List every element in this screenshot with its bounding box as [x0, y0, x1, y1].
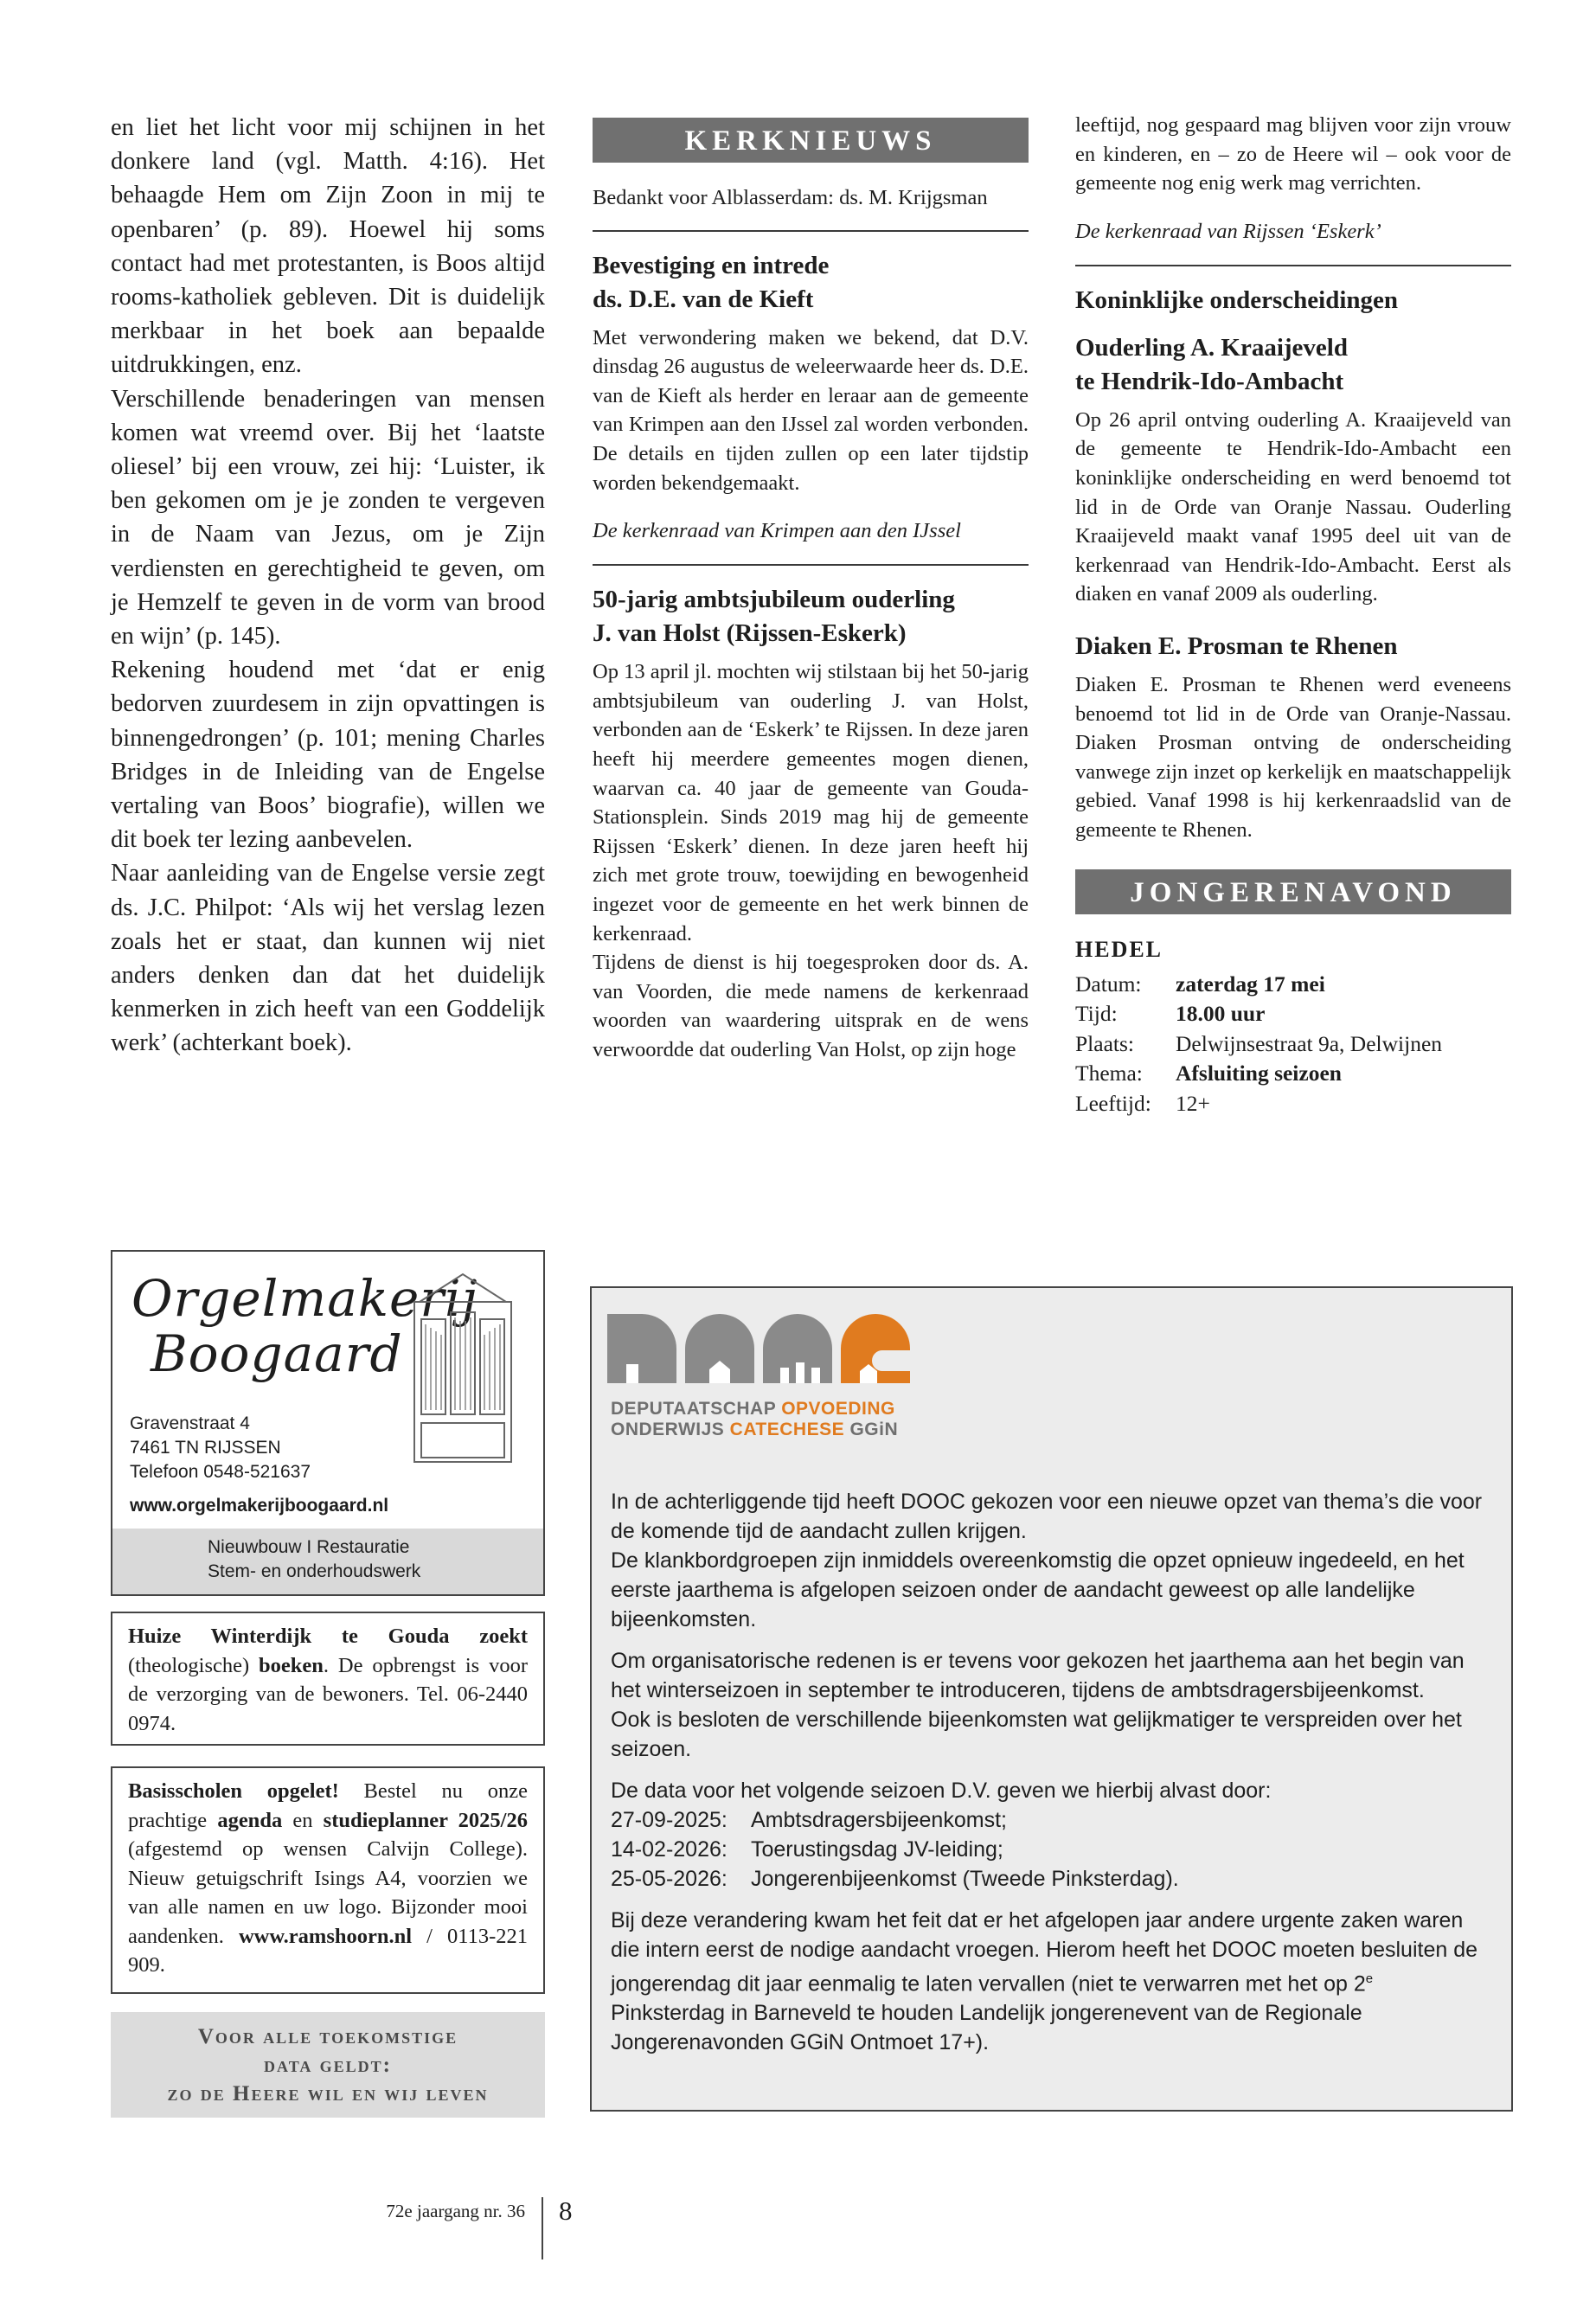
org-word: DEPUTAATSCHAP: [611, 1399, 776, 1419]
divider: [593, 564, 1029, 566]
footer-divider: [542, 2197, 543, 2259]
dooc-paragraph: [611, 1906, 1493, 2057]
ad-text-part: Bestel nu onze prachtige: [128, 1779, 528, 1832]
organ-icon: [402, 1267, 523, 1466]
org-word: CATECHESE: [729, 1420, 845, 1439]
services-line: Stem- en onderhoudswerk: [208, 1561, 421, 1581]
date-row: [611, 1835, 1493, 1864]
ad-text-part: (theologische): [128, 1653, 250, 1677]
ad-text-part: en: [282, 1808, 324, 1832]
org-word: ONDERWIJS: [611, 1420, 725, 1439]
dooc-text: [611, 1487, 1493, 2057]
dooc-box: [590, 1286, 1513, 2112]
article-paragraph: en liet het licht voor mij schijnen in het donkere land (vgl. Matth. 4:16). Het behaagde Hem om Zijn Zoon in mij te openbaren’ (p. 89). Hoewel hij soms contact had met protestanten, is Boos altijd rooms-katholiek gebleven. Dit is duidelijk merkbaar in het boek aan bepaalde uitdrukkingen, enz.: [111, 114, 545, 379]
event-value: Afsluiting seizoen: [1176, 1061, 1342, 1086]
orgelmakerij-services: [112, 1529, 543, 1594]
dooc-logo-icon: [607, 1314, 915, 1383]
ad-bold: agenda: [217, 1808, 283, 1832]
page-footer: [0, 2197, 1596, 2249]
section-text: Diaken E. Prosman te Rhenen werd eveneens benoemd tot lid in de Orde van Oranje-Nassau. Diaken Prosman ontving de onderscheiding vanwege zijn inzet op kerkelijk en maatschappelijk gebied. Vanaf 1998 is hij kerkenraadslid van de gemeente te Rhenen.: [1075, 672, 1511, 842]
section-text: Met verwondering maken we bekend, dat D.V. dinsdag 26 augustus de weleerwaarde heer ds. D.E. van de Kieft als herder en leraar aan de gemeente van Krimpen aan den IJssel zal worden verbonden. De details en tijden zullen op een later tijdstip worden bekendgemaakt.: [593, 325, 1029, 495]
section-title: Koninklijke onderscheidingen: [1075, 285, 1399, 314]
event-details: [1075, 970, 1511, 1119]
ad-link[interactable]: www.ramshoorn.nl: [238, 1924, 413, 1948]
section-title: Ouderling A. Kraaijeveld: [1075, 333, 1348, 362]
org-word: OPVOEDING: [781, 1399, 895, 1419]
huize-winterdijk-ad: [111, 1612, 545, 1746]
ad-text-part: / 0113-221 909.: [128, 1924, 529, 1977]
dooc-paragraph: De data voor het volgende seizoen D.V. geven we hierbij alvast door:: [611, 1779, 1272, 1803]
column-middle: [593, 111, 1029, 1064]
ad-text-part: (afgestemd op wensen Calvijn College). Nieuw getuigschrift Isings A4, voorzien we van alle namen en uw logo. Bijzonder mooi aandenken.: [128, 1837, 528, 1948]
ad-bold: studieplanner 2025/26: [323, 1808, 528, 1832]
column-right: [1075, 111, 1511, 1118]
section-title: Diaken E. Prosman te Rhenen: [1075, 631, 1398, 660]
jongerenavond-banner: JONGERENAVOND: [1075, 869, 1511, 914]
event-label: Datum:: [1075, 971, 1142, 997]
ad-text: [128, 1777, 528, 1980]
motto-line: Voor alle toekomstige: [197, 2025, 458, 2048]
event-value: 12+: [1176, 1090, 1210, 1116]
kerknieuws-intro: Bedankt voor Alblasserdam: ds. M. Krijgsman: [593, 186, 988, 209]
event-label: Tijd:: [1075, 1001, 1118, 1026]
superscript: e: [1365, 1971, 1374, 1986]
orgelmakerij-website[interactable]: www.orgelmakerijboogaard.nl: [130, 1496, 389, 1516]
motto-line: zo de Heere wil en wij leven: [167, 2082, 489, 2106]
orgelmakerij-address: [130, 1412, 311, 1484]
section-title: 50-jarig ambtsjubileum ouderling: [593, 586, 955, 614]
divider: [1075, 265, 1511, 266]
jubileum-section: [593, 583, 1029, 1064]
section-title: ds. D.E. van de Kieft: [593, 285, 814, 313]
event-row: [1075, 1059, 1511, 1089]
signature: De kerkenraad van Krimpen aan den IJssel: [593, 519, 961, 543]
ad-lead: Huize Winterdijk te Gouda zoekt: [128, 1625, 528, 1648]
logo-line: Boogaard: [151, 1324, 403, 1383]
kerknieuws-banner: KERKNIEUWS: [593, 118, 1029, 163]
dooc-dates: [611, 1805, 1493, 1894]
date: 14-02-2026:: [611, 1837, 727, 1862]
article-paragraph: Verschillende benaderingen van mensen komen wat vreemd over. Bij het ‘laatste oliesel’ bij een vrouw, zei hij: ‘Luister, ik ben gekomen om je je zonden te vergeven in de Naam van Jezus, om je Zijn verdiensten en gerechtigheid te geven, om je Hemzelf te geven in de vorm van brood en wijn’ (p. 145).: [111, 385, 545, 651]
org-word: GGiN: [849, 1420, 899, 1439]
bevestiging-section: [593, 249, 1029, 546]
date: 27-09-2025:: [611, 1808, 727, 1832]
footer-volume: 72e jaargang nr. 36: [386, 2201, 525, 2221]
paragraph-part: Pinksterdag in Barneveld te houden Landelijk jongerenevent van de Regionale Jongerenavonden GGiN Ontmoet 17+).: [611, 2001, 1362, 2055]
event-label: Thema:: [1075, 1061, 1143, 1086]
ad-bold: boeken: [259, 1653, 324, 1677]
date-row: [611, 1805, 1493, 1835]
dooc-organisation: [611, 1399, 898, 1440]
section-text: Op 26 april ontving ouderling A. Kraaijeveld van de gemeente te Hendrik-Ido-Ambacht een koninklijke onderscheiding en werd benoemd tot lid in de Orde van Oranje Nassau. Ouderling Kraaijeveld maakt vanaf 1995 deel uit van de kerkenraad van Hendrik-Ido-Ambacht. Eerst als diaken en vanaf 2009 als ouderling.: [1075, 407, 1511, 606]
date-event: Toerustingsdag JV-leiding;: [751, 1837, 1003, 1862]
logo-line: Orgelmakerij: [131, 1269, 478, 1328]
event-place: HEDEL: [1075, 936, 1163, 962]
signature: De kerkenraad van Rijssen ‘Eskerk’: [1075, 219, 1381, 243]
event-label: Plaats:: [1075, 1030, 1134, 1056]
event-value: zaterdag 17 mei: [1176, 971, 1325, 997]
paragraph-part: Bij deze verandering kwam het feit dat er het afgelopen jaar andere urgente zaken waren die intern eerst de nodige aandacht vroegen. Hierom heeft het DOOC moeten besluiten de jongerendag dit jaar eenmalig te laten vervallen (niet te verwarren met het op 2: [611, 1908, 1478, 1997]
event-label: Leeftijd:: [1075, 1090, 1151, 1116]
motto-line: data geldt:: [264, 2054, 392, 2077]
section-title: te Hendrik-Ido-Ambacht: [1075, 367, 1344, 395]
page-number: 8: [559, 2195, 573, 2226]
section-text: Tijdens de dienst is hij toegesproken door ds. A. van Voorden, die mede namens de kerkenraad woorden van waardering uitsprak en de wens verwoordde dat ouderling Van Holst, op zijn hoge: [593, 951, 1029, 1061]
dooc-paragraph: Om organisatorische redenen is er tevens voor gekozen het jaarthema aan het begin van het winterseizoen in september te introduceren, tijdens de ambtsdragersbijeenkomst.: [611, 1649, 1465, 1702]
services-line: Nieuwbouw I Restauratie: [208, 1537, 410, 1557]
event-row: [1075, 1089, 1511, 1119]
dooc-paragraph: Ook is besloten de verschillende bijeenkomsten wat gelijkmatiger te verspreiden over het seizoen.: [611, 1708, 1462, 1761]
date-event: Jongerenbijeenkomst (Tweede Pinksterdag).: [751, 1867, 1179, 1891]
date-event: Ambtsdragersbijeenkomst;: [751, 1808, 1007, 1832]
section-text: Op 13 april jl. mochten wij stilstaan bij het 50-jarig ambtsjubileum van ouderling J. van Holst, verbonden aan de ‘Eskerk’ te Rijssen. In deze jaren heeft hij meerdere gemeentes mogen dienen, waarvan ca. 40 jaar de gemeente van Gouda-Stationsplein. Sinds 2019 mag hij de gemeente Rijssen ‘Eskerk’ dienen. In deze jaren heeft hij zich met grote trouw, toewijding en bewogenheid ingezet voor de gemeente en het werk binnen de kerkenraad.: [593, 660, 1029, 945]
address-line: 7461 TN RIJSSEN: [130, 1438, 281, 1458]
event-row: [1075, 999, 1511, 1029]
dooc-paragraph: In de achterliggende tijd heeft DOOC gekozen voor een nieuwe opzet van thema’s die voor de komende tijd de aandacht zullen krijgen.: [611, 1490, 1483, 1543]
section-title: Bevestiging en intrede: [593, 251, 830, 279]
dooc-paragraph: De klankbordgroepen zijn inmiddels overeenkomstig die opzet opnieuw ingedeeld, en het eerste jaarthema is afgelopen seizoen onder de aandacht geweest op alle landelijke bijeenkomsten.: [611, 1548, 1465, 1631]
address-line: Gravenstraat 4: [130, 1413, 250, 1433]
ad-text-part: . De opbrengst is voor de verzorging van de bewoners. Tel. 06-2440 0974.: [128, 1653, 528, 1735]
date: 25-05-2026:: [611, 1867, 727, 1891]
article-paragraph: Naar aanleiding van de Engelse versie zegt ds. J.C. Philpot: ‘Als wij het verslag lezen zoals het er staat, dan kunnen wij niet anders denken dan dat het duidelijk kenmerken in zich heeft van een Goddelijk werk’ (achterkant boek).: [111, 860, 545, 1057]
section-title: J. van Holst (Rijssen-Eskerk): [593, 619, 907, 648]
event-value: Delwijnsestraat 9a, Delwijnen: [1176, 1030, 1443, 1056]
ad-text: [128, 1622, 528, 1738]
phone: Telefoon 0548-521637: [130, 1462, 311, 1482]
event-row: [1075, 970, 1511, 1000]
ramshoorn-ad: [111, 1766, 545, 1994]
event-value: 18.00 uur: [1176, 1001, 1266, 1026]
event-row: [1075, 1029, 1511, 1060]
motto-box: [111, 2012, 545, 2118]
divider: [593, 230, 1029, 232]
orgelmakerij-ad: [111, 1250, 545, 1596]
column-left: [111, 111, 545, 1061]
section-text: leeftijd, nog gespaard mag blijven voor zijn vrouw en kinderen, en – zo de Heere wil – ook voor de gemeente nog enig werk mag verrichten.: [1075, 113, 1511, 195]
article-paragraph: Rekening houdend met ‘dat er enig bedorven zuurdesem in zijn opvattingen is binnengedrongen’ (p. 101; mening Charles Bridges in de Inleiding van de Engelse vertaling van Boos’ biografie), willen we dit boek ter lezing aanbevelen.: [111, 657, 545, 854]
date-row: [611, 1864, 1493, 1894]
ad-lead: Basisscholen opgelet!: [128, 1779, 339, 1803]
